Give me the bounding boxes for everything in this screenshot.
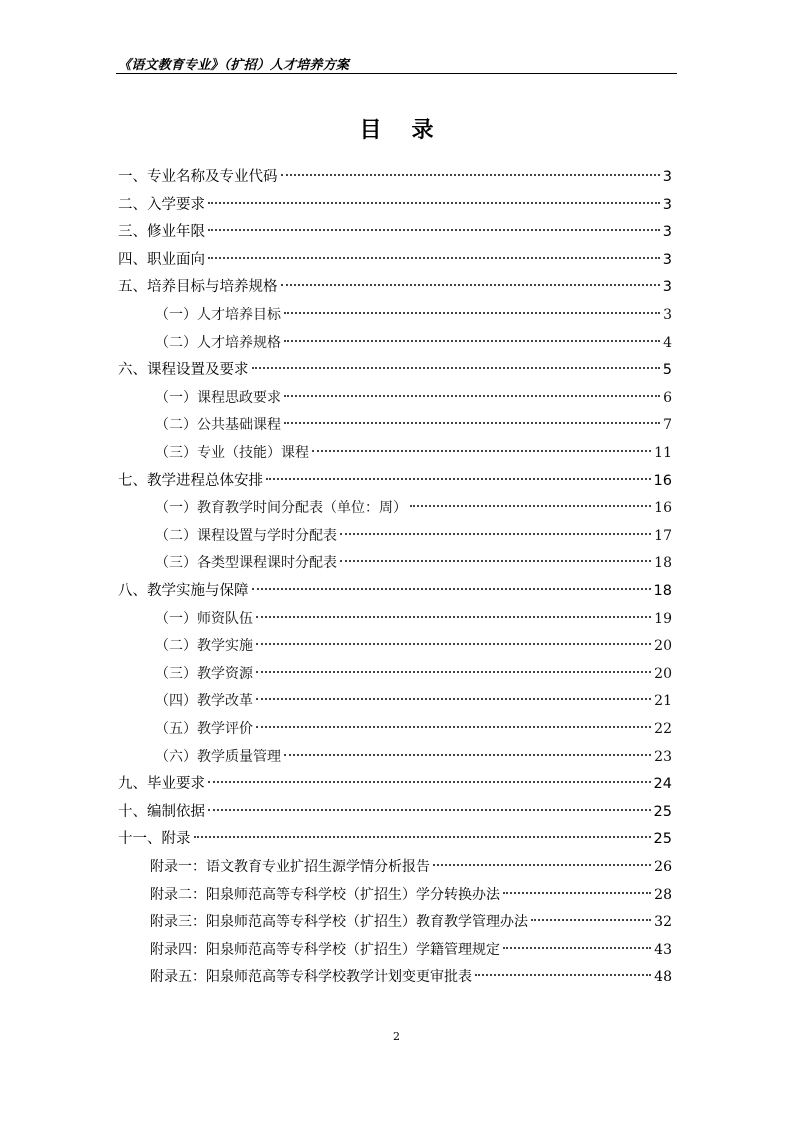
toc-entry[interactable] bbox=[155, 717, 672, 741]
toc-entry[interactable] bbox=[118, 579, 672, 603]
toc-entry[interactable] bbox=[150, 883, 672, 907]
toc-dot-leader bbox=[194, 836, 651, 838]
toc-entry-label: 四、职业面向 bbox=[118, 251, 205, 268]
toc-entry-page: 20 bbox=[654, 638, 672, 655]
toc-dot-leader bbox=[208, 229, 660, 231]
toc-dot-leader bbox=[281, 174, 660, 176]
toc-entry[interactable] bbox=[118, 220, 672, 244]
toc-entry[interactable] bbox=[155, 303, 672, 327]
toc-entry-label: 六、课程设置及要求 bbox=[118, 362, 249, 379]
toc-entry[interactable] bbox=[155, 496, 672, 520]
toc-entry[interactable] bbox=[118, 800, 672, 824]
page-number: 2 bbox=[393, 1030, 400, 1043]
toc-entry[interactable] bbox=[155, 413, 672, 437]
toc-entry-label: （六）教学质量管理 bbox=[155, 748, 281, 765]
toc-dot-leader bbox=[208, 781, 651, 783]
toc-dot-leader bbox=[475, 974, 651, 976]
toc-entry[interactable] bbox=[155, 331, 672, 355]
toc-entry-label: （二）人才培养规格 bbox=[155, 334, 281, 351]
running-header: 《语文教育专业》（扩招）人才培养方案 bbox=[118, 58, 350, 73]
toc-dot-leader bbox=[531, 919, 651, 921]
toc-entry-label: 九、毕业要求 bbox=[118, 776, 205, 793]
toc-entry[interactable] bbox=[155, 441, 672, 465]
toc-entry-page: 25 bbox=[653, 803, 672, 820]
toc-entry-page: 7 bbox=[663, 417, 672, 434]
toc-entry[interactable] bbox=[118, 772, 672, 796]
toc-entry[interactable] bbox=[155, 634, 672, 658]
toc-entry-page: 3 bbox=[662, 279, 672, 296]
toc-entry[interactable] bbox=[155, 551, 672, 575]
toc-entry[interactable] bbox=[155, 607, 672, 631]
toc-entry-page: 28 bbox=[654, 886, 672, 903]
toc-dot-leader bbox=[256, 643, 651, 645]
toc-dot-leader bbox=[252, 588, 651, 590]
toc-dot-leader bbox=[256, 726, 651, 728]
toc-entry-label: 七、教学进程总体安排 bbox=[118, 472, 263, 489]
toc-entry-label: 十、编制依据 bbox=[118, 803, 205, 820]
toc-entry[interactable] bbox=[155, 662, 672, 686]
toc-entry-label: 附录四：阳泉师范高等专科学校（扩招生）学籍管理规定 bbox=[150, 941, 500, 958]
toc-entry[interactable] bbox=[155, 386, 672, 410]
toc-entry[interactable] bbox=[118, 358, 672, 382]
toc-entry[interactable] bbox=[118, 275, 672, 299]
toc-dot-leader bbox=[208, 202, 660, 204]
toc-entry-page: 3 bbox=[662, 169, 672, 185]
toc-entry-label: 五、培养目标与培养规格 bbox=[118, 279, 278, 296]
toc-entry-page: 32 bbox=[654, 914, 672, 931]
toc-dot-leader bbox=[340, 560, 651, 562]
toc-entry-page: 3 bbox=[663, 307, 672, 323]
toc-entry-label: （二）课程设置与学时分配表 bbox=[155, 527, 337, 544]
toc-entry-page: 17 bbox=[654, 527, 672, 544]
toc-entry-page: 48 bbox=[654, 969, 672, 986]
toc-entry-label: 一、专业名称及专业代码 bbox=[118, 169, 278, 185]
toc-entry-page: 20 bbox=[654, 665, 672, 682]
toc-entry[interactable] bbox=[118, 248, 672, 272]
toc-entry-label: 十一、附录 bbox=[118, 831, 191, 848]
toc-dot-leader bbox=[284, 312, 660, 314]
toc-entry-label: （一）师资队伍 bbox=[155, 610, 253, 627]
toc-dot-leader bbox=[208, 257, 660, 259]
toc-entry-page: 43 bbox=[654, 941, 672, 958]
toc-entry-label: （一）课程思政要求 bbox=[155, 389, 281, 406]
toc-dot-leader bbox=[284, 395, 660, 397]
toc-dot-leader bbox=[281, 284, 660, 286]
toc-entry[interactable] bbox=[118, 827, 672, 851]
toc-dot-leader bbox=[503, 892, 651, 894]
toc-entry-label: 附录三：阳泉师范高等专科学校（扩招生）教育教学管理办法 bbox=[150, 914, 528, 931]
toc-entry[interactable] bbox=[118, 193, 672, 217]
toc-entry-page: 18 bbox=[653, 583, 672, 599]
toc-entry[interactable] bbox=[118, 469, 672, 493]
toc-entry-label: 二、入学要求 bbox=[118, 196, 205, 213]
toc-dot-leader bbox=[284, 754, 651, 756]
toc-dot-leader bbox=[433, 864, 651, 866]
toc-dot-leader bbox=[284, 422, 660, 424]
toc-dot-leader bbox=[340, 533, 651, 535]
toc-entry-page: 25 bbox=[653, 831, 672, 848]
toc-entry-label: （三）专业（技能）课程 bbox=[155, 445, 309, 461]
toc-entry-page: 22 bbox=[654, 721, 672, 737]
toc-entry-label: （一）教育教学时间分配表（单位：周） bbox=[155, 500, 407, 517]
toc-entry-page: 3 bbox=[662, 251, 672, 268]
toc-entry-page: 24 bbox=[653, 776, 672, 793]
toc-entry-page: 18 bbox=[654, 555, 672, 572]
toc-dot-leader bbox=[410, 505, 651, 507]
toc-entry-page: 5 bbox=[662, 362, 672, 379]
toc-entry-label: 八、教学实施与保障 bbox=[118, 583, 249, 599]
toc-entry-label: 附录二：阳泉师范高等专科学校（扩招生）学分转换办法 bbox=[150, 886, 500, 903]
toc-dot-leader bbox=[256, 698, 651, 700]
toc-entry-label: （三）各类型课程课时分配表 bbox=[155, 555, 337, 572]
toc-entry[interactable] bbox=[155, 745, 672, 769]
toc-entry-page: 4 bbox=[663, 334, 672, 351]
toc-entry-label: 附录一：语文教育专业扩招生源学情分析报告 bbox=[150, 859, 430, 875]
toc-entry-page: 16 bbox=[654, 500, 672, 517]
toc-dot-leader bbox=[312, 450, 651, 452]
toc-dot-leader bbox=[256, 671, 651, 673]
toc-entry-page: 23 bbox=[654, 748, 672, 765]
toc-title: 目录 bbox=[359, 118, 464, 143]
toc-entry-label: 三、修业年限 bbox=[118, 224, 205, 241]
toc-entry[interactable] bbox=[150, 910, 672, 934]
toc-entry[interactable] bbox=[150, 965, 672, 989]
toc-entry-page: 19 bbox=[654, 610, 672, 627]
toc-dot-leader bbox=[252, 367, 660, 369]
toc-entry-page: 3 bbox=[662, 196, 672, 213]
toc-dot-leader bbox=[503, 947, 651, 949]
toc-entry[interactable] bbox=[150, 938, 672, 962]
toc-entry[interactable] bbox=[155, 524, 672, 548]
toc-dot-leader bbox=[256, 616, 651, 618]
toc-dot-leader bbox=[208, 809, 651, 811]
toc-entry[interactable] bbox=[155, 689, 672, 713]
toc-entry[interactable] bbox=[150, 855, 672, 879]
toc-entry-label: （四）教学改革 bbox=[155, 693, 253, 710]
toc-entry-label: （二）公共基础课程 bbox=[155, 417, 281, 434]
toc-entry-label: （一）人才培养目标 bbox=[155, 307, 281, 323]
toc-entry-label: （五）教学评价 bbox=[155, 721, 253, 737]
toc-entry-page: 3 bbox=[662, 224, 672, 241]
toc-entry-page: 16 bbox=[653, 472, 672, 489]
toc-dot-leader bbox=[284, 340, 660, 342]
toc-entry-page: 6 bbox=[663, 389, 672, 406]
toc-entry-label: 附录五：阳泉师范高等专科学校教学计划变更审批表 bbox=[150, 969, 472, 986]
toc-entry-page: 26 bbox=[654, 859, 672, 875]
toc-dot-leader bbox=[266, 478, 651, 480]
toc-entry-page: 11 bbox=[654, 445, 672, 461]
toc-entry-page: 21 bbox=[654, 693, 672, 710]
toc-entry-label: （二）教学实施 bbox=[155, 638, 253, 655]
toc-entry[interactable] bbox=[118, 165, 672, 189]
toc-entry-label: （三）教学资源 bbox=[155, 665, 253, 682]
